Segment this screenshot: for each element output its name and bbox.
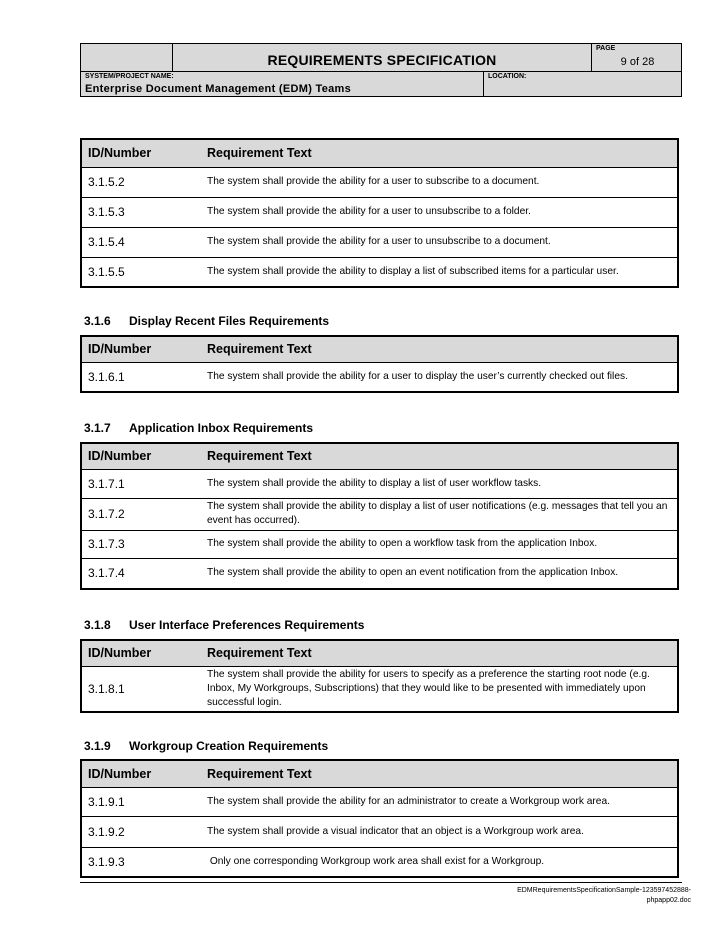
section-heading-3-1-8 [84,618,364,632]
table-header-row [81,443,678,469]
requirement-text: The system shall provide the ability for a user to unsubscribe to a document. [205,227,678,257]
header-title-row [81,44,681,72]
requirement-text: The system shall provide the ability to display a list of user workflow tasks. [205,469,678,498]
col-header-text: Requirement Text [205,336,678,362]
requirement-id: 3.1.9.1 [81,787,205,816]
table-row [81,362,678,392]
section-number: 3.1.6 [84,314,111,328]
footer-line-1: EDMRequirementsSpecificationSample-123597452888- [517,887,691,894]
requirements-table-3-1-5 [80,138,679,288]
requirement-id: 3.1.7.4 [81,558,205,589]
project-label: SYSTEM/PROJECT NAME: [85,73,174,80]
section-number: 3.1.9 [84,739,111,753]
col-header-text: Requirement Text [205,640,678,666]
section-number: 3.1.7 [84,421,111,435]
page-number: 9 of 28 [620,56,655,68]
table-row [81,847,678,877]
requirement-id: 3.1.5.3 [81,197,205,227]
footer-rule [80,882,682,883]
requirement-text: The system shall provide the ability for a user to subscribe to a document. [205,167,678,197]
col-header-text: Requirement Text [205,760,678,787]
table-row [81,257,678,287]
requirements-table-3-1-8 [80,639,679,713]
col-header-id: ID/Number [81,640,205,666]
requirement-text: The system shall provide the ability to open an event notification from the application Inbox. [205,558,678,589]
requirement-id: 3.1.5.4 [81,227,205,257]
table-row [81,498,678,530]
project-name: Enterprise Document Management (EDM) Teams [85,83,352,95]
section-number: 3.1.8 [84,618,111,632]
col-header-id: ID/Number [81,443,205,469]
section-heading-3-1-6 [84,314,329,328]
requirement-text: The system shall provide the ability for users to specify as a preference the starting root node (e.g. Inbox, My Workgroups, Subscriptions) that they would like to be presented with immediately upon successful login. [205,666,678,712]
footer-filename [431,886,691,906]
col-header-id: ID/Number [81,139,205,167]
table-header-row [81,640,678,666]
requirements-table-3-1-9 [80,759,679,878]
requirement-id: 3.1.5.2 [81,167,205,197]
table-row [81,530,678,558]
table-row [81,816,678,847]
location-label: LOCATION: [488,73,527,80]
table-header-row [81,336,678,362]
table-header-row [81,139,678,167]
col-header-id: ID/Number [81,760,205,787]
col-header-text: Requirement Text [205,139,678,167]
document-title: REQUIREMENTS SPECIFICATION [267,52,497,68]
requirement-id: 3.1.7.1 [81,469,205,498]
requirement-id: 3.1.7.3 [81,530,205,558]
header-project-row [81,72,681,97]
requirement-text: The system shall provide a visual indicator that an object is a Workgroup work area. [205,816,678,847]
table-row [81,558,678,589]
requirement-text: The system shall provide the ability for an administrator to create a Workgroup work area. [205,787,678,816]
requirement-text: The system shall provide the ability for a user to display the user’s currently checked out files. [205,362,678,392]
table-row [81,666,678,712]
table-row [81,469,678,498]
table-row [81,227,678,257]
section-heading-3-1-7 [84,421,313,435]
section-title: Workgroup Creation Requirements [129,739,329,753]
requirement-id: 3.1.5.5 [81,257,205,287]
requirement-id: 3.1.9.2 [81,816,205,847]
page-number-cell [591,44,683,71]
header-blank-cell [81,44,173,71]
requirement-id: 3.1.7.2 [81,498,205,530]
requirement-text: Only one corresponding Workgroup work area shall exist for a Workgroup. [205,847,678,877]
page-label: PAGE [596,45,616,52]
requirement-text: The system shall provide the ability to display a list of subscribed items for a particular user. [205,257,678,287]
table-header-row [81,760,678,787]
section-heading-3-1-9 [84,739,328,753]
requirement-text: The system shall provide the ability for a user to unsubscribe to a folder. [205,197,678,227]
table-row [81,167,678,197]
document-header [80,43,682,97]
footer-line-2: phpapp02.doc [646,897,691,904]
requirements-table-3-1-7 [80,442,679,590]
requirements-table-3-1-6 [80,335,679,393]
section-title: Display Recent Files Requirements [129,314,330,328]
requirement-text: The system shall provide the ability to display a list of user notifications (e.g. messages that tell you an event has occurred). [205,498,678,530]
location-cell [483,72,683,97]
section-title: Application Inbox Requirements [129,421,314,435]
col-header-id: ID/Number [81,336,205,362]
requirement-text: The system shall provide the ability to open a workflow task from the application Inbox. [205,530,678,558]
table-row [81,787,678,816]
requirement-id: 3.1.6.1 [81,362,205,392]
col-header-text: Requirement Text [205,443,678,469]
requirement-id: 3.1.9.3 [81,847,205,877]
requirement-id: 3.1.8.1 [81,666,205,712]
table-row [81,197,678,227]
section-title: User Interface Preferences Requirements [129,618,365,632]
